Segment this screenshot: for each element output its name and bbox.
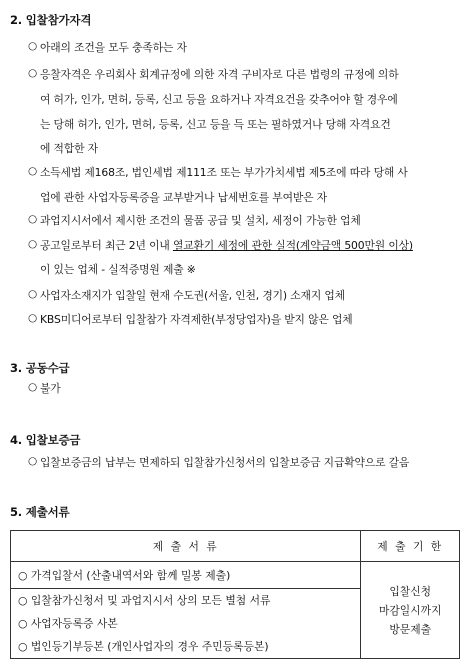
bullet-icon: ○: [28, 165, 38, 177]
qualification-line: 사업자소재지가 입찰일 현재 수도권(서울, 인천, 경기) 소재지 업체: [40, 289, 345, 302]
document-row: ○ 사업자등록증 사본: [11, 612, 361, 635]
section-heading-bid-bond: 4. 입찰보증금: [10, 433, 81, 447]
document-row: ○ 법인등기부등본 (개인사업자의 경우 주민등록등본): [11, 635, 361, 659]
section-heading-qualification: 2. 입찰참가자격: [10, 13, 92, 27]
qualification-line: 이 있는 업체 - 실적증명원 제출 ※: [40, 263, 196, 276]
bullet-icon: ○: [28, 238, 38, 250]
bullet-icon: ○: [28, 40, 38, 52]
bullet-icon: ○: [28, 312, 38, 324]
column-header-documents: 제 출 서 류: [11, 531, 361, 562]
performance-requirement: 열교환기 세정에 관한 실적(계약금액 500만원 이상): [172, 239, 413, 252]
qualification-line: 아래의 조건을 모두 충족하는 자: [40, 41, 187, 54]
qualification-line: 에 적합한 자: [40, 142, 98, 155]
qualification-text: 공고일로부터 최근 2년 이내: [40, 239, 173, 252]
qualification-line: 소득세법 제168조, 법인세법 제111조 또는 부가가치세법 제5조에 따라 당해 사: [40, 166, 408, 179]
bid-bond-text: 입찰보증금의 납부는 면제하되 입찰참가신청서의 입찰보증금 지급확약으로 갈음: [40, 456, 410, 469]
section-heading-joint-contract: 3. 공동수급: [10, 361, 70, 375]
qualification-line: [40, 238, 413, 253]
deadline-line: 마감일시까지: [378, 603, 442, 617]
qualification-line: 는 당해 허가, 인가, 면허, 등록, 신고 등을 득 또는 필하였거나 당해 자격요건: [40, 118, 391, 131]
document-row: ○ 입찰참가신청서 및 과업지시서 상의 모든 별첨 서류: [11, 589, 361, 613]
qualification-line: 업에 관한 사업자등록증을 교부받거나 납세번호를 부여받은 자: [40, 191, 327, 204]
deadline-line: 방문제출: [389, 622, 432, 636]
bullet-icon: ○: [28, 455, 38, 467]
column-header-deadline: 제 출 기 한: [361, 531, 460, 562]
deadline-line: 입찰신청: [389, 584, 432, 598]
bullet-icon: ○: [28, 67, 38, 79]
document-row: ○ 가격입찰서 (산출내역서와 함께 밀봉 제출): [11, 562, 361, 589]
documents-table: [10, 530, 460, 659]
qualification-line: KBS미디어로부터 입찰참가 자격제한(부정당업자)을 받지 않은 업체: [40, 313, 353, 326]
qualification-line: 여 허가, 인가, 면허, 등록, 신고 등을 요하거나 자격요건을 갖추어야 할 경우에: [40, 93, 398, 106]
joint-contract-text: 불가: [40, 382, 61, 395]
bullet-icon: ○: [28, 213, 38, 225]
bullet-icon: ○: [28, 288, 38, 300]
section-heading-documents: 5. 제출서류: [10, 505, 70, 519]
qualification-line: 과업지시서에서 제시한 조건의 물품 공급 및 설치, 세정이 가능한 업체: [40, 214, 361, 227]
deadline-cell: [361, 562, 460, 659]
qualification-line: 응찰자격은 우리회사 회계규정에 의한 자격 구비자로 다른 법령의 규정에 의하: [40, 68, 399, 81]
bullet-icon: ○: [28, 381, 38, 393]
